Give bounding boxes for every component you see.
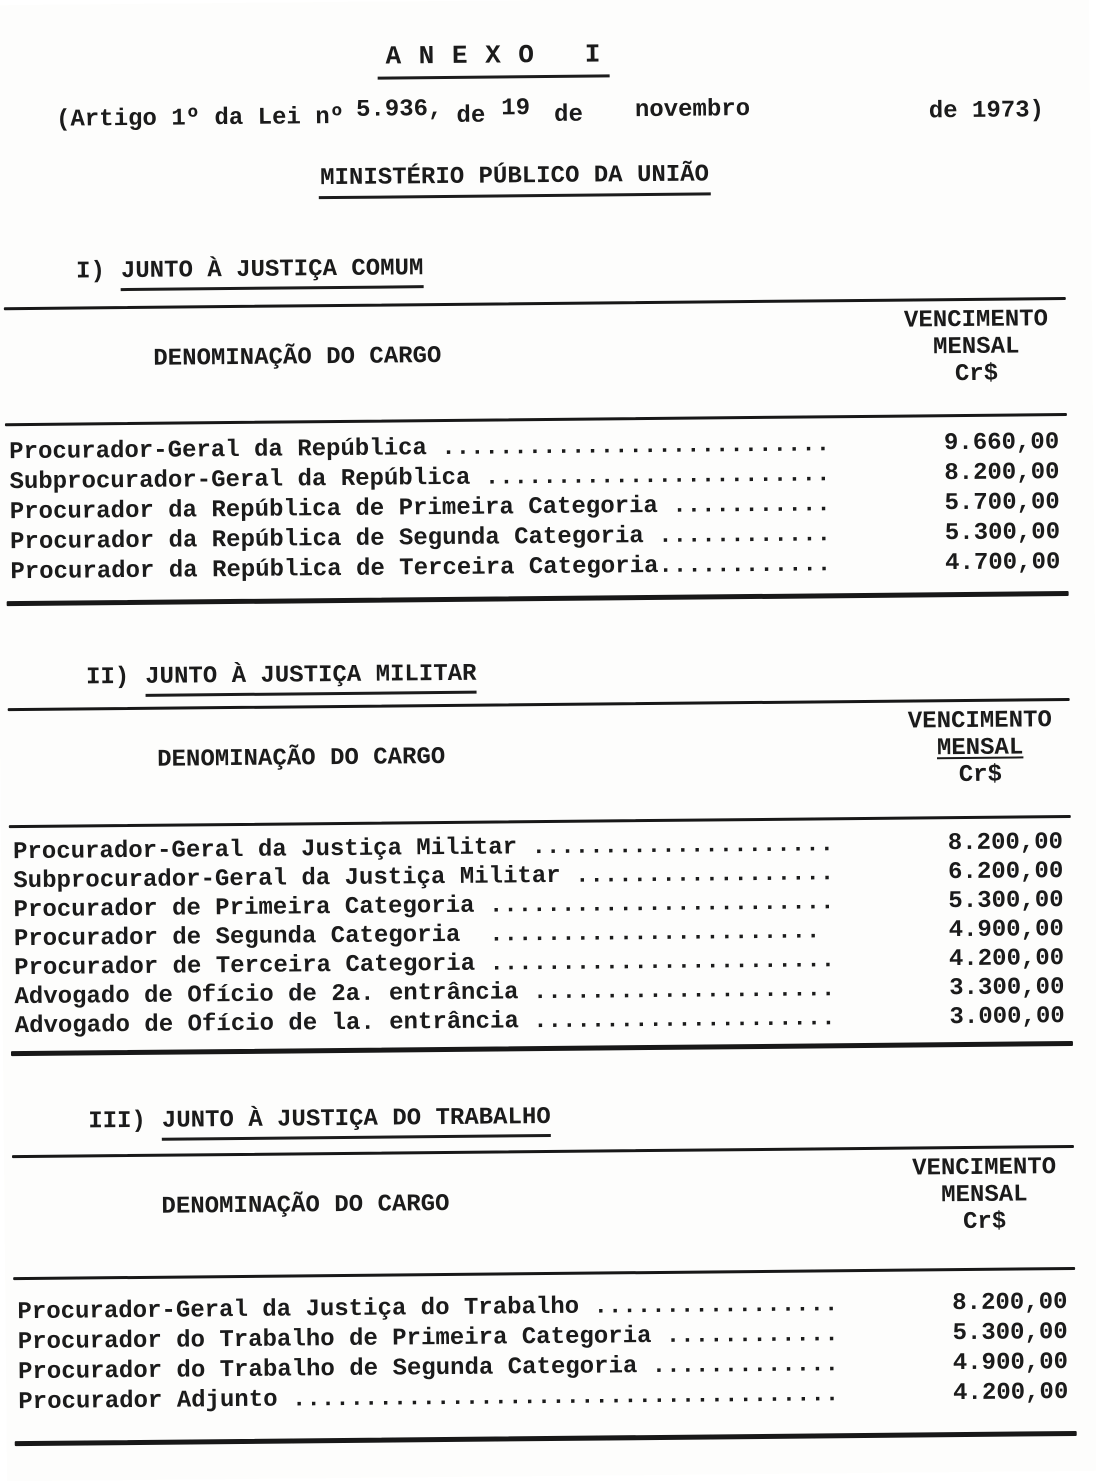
cargo-label: Subprocurador-Geral da República ........................ (9, 461, 831, 497)
section-heading-text: JUNTO À JUSTIÇA COMUM (121, 255, 424, 291)
cargo-label: Procurador da República de Terceira Categoria............ (10, 551, 832, 587)
table-body-2 (13, 829, 1065, 1042)
cargo-label: Procurador Adjunto ...................................... (18, 1381, 840, 1417)
column-header-vencimento (892, 1154, 1077, 1237)
cargo-label: Procurador de Primeira Categoria ........................ (13, 889, 835, 925)
vencimento-line: VENCIMENTO (912, 1154, 1057, 1183)
cargo-label: Procurador-Geral da Justiça do Trabalho ................. (17, 1291, 839, 1327)
table-rule (9, 815, 1071, 828)
ministry-title-text: MINISTÉRIO PÚBLICO DA UNIÃO (318, 161, 711, 199)
table-body-1 (9, 429, 1060, 589)
column-header-vencimento (884, 306, 1069, 389)
law-month: novembro (634, 96, 751, 125)
cargo-label: Procurador do Trabalho de Primeira Categoria ............ (17, 1321, 839, 1357)
law-reference (56, 97, 1048, 134)
vencimento-line: VENCIMENTO (907, 707, 1053, 736)
cargo-label: Subprocurador-Geral da Justiça Militar .................. (13, 860, 835, 896)
salary-value: 4.900,00 (948, 916, 1064, 945)
salary-value: 8.200,00 (944, 459, 1060, 488)
salary-value: 8.200,00 (952, 1289, 1068, 1318)
mensal-line: MENSAL (941, 1181, 1028, 1210)
section-numeral: III) (88, 1107, 147, 1136)
law-number: 5.936, (355, 95, 443, 124)
cargo-label: Procurador da República de Primeira Categoria ........... (9, 491, 831, 527)
law-reference-prefix: (Artigo 1º da Lei nº (55, 103, 345, 134)
law-day: 19 (501, 95, 531, 123)
table-rule (13, 1267, 1075, 1280)
salary-value: 4.200,00 (948, 945, 1065, 974)
salary-value: 8.200,00 (947, 829, 1064, 858)
salary-value: 5.300,00 (948, 887, 1064, 916)
cargo-label: Procurador de Segunda Categoria ....................... (13, 918, 821, 954)
salary-value: 5.300,00 (952, 1319, 1068, 1348)
law-year: de 1973) (928, 97, 1045, 126)
vencimento-line: VENCIMENTO (903, 306, 1049, 335)
cargo-label: Procurador do Trabalho de Segunda Categoria ............. (17, 1351, 840, 1387)
table-rule (11, 1041, 1073, 1056)
salary-value: 4.700,00 (944, 549, 1061, 578)
section-heading-text: JUNTO À JUSTIÇA MILITAR (145, 661, 477, 697)
table-rule (5, 413, 1067, 426)
section-numeral: I) (75, 258, 106, 286)
salary-value: 6.200,00 (947, 858, 1064, 887)
section-heading-text: JUNTO À JUSTIÇA DO TRABALHO (162, 1104, 551, 1141)
table-rule (15, 1431, 1077, 1446)
annex-title (0, 35, 1042, 84)
cargo-label: Advogado de Ofício de 2a. entrância ..................... (14, 976, 836, 1012)
column-header-cargo: DENOMINAÇÃO DO CARGO (153, 343, 442, 373)
law-reference-de-2: de (553, 101, 584, 129)
cargo-label: Procurador de Terceira Categoria ........................ (14, 947, 836, 983)
cargo-label: Procurador-Geral da República ........................... (9, 431, 831, 467)
currency-line: Cr$ (958, 761, 1003, 790)
salary-value: 9.660,00 (943, 429, 1060, 458)
section-heading-2 (28, 634, 477, 725)
salary-value: 4.200,00 (952, 1379, 1069, 1408)
salary-value: 4.900,00 (952, 1349, 1069, 1378)
currency-line: Cr$ (962, 1208, 1007, 1237)
cargo-label: Procurador-Geral da Justiça Militar ..................... (12, 831, 835, 867)
mensal-line: MENSAL (932, 333, 1020, 362)
section-numeral: II) (85, 664, 130, 692)
table-body-3 (17, 1289, 1068, 1419)
salary-value: 3.000,00 (949, 1003, 1065, 1032)
table-rule (7, 591, 1069, 606)
annex-title-text: A N E X O I (377, 39, 609, 79)
cargo-label: Procurador da República de Segunda Categoria ............ (9, 521, 832, 557)
column-header-cargo: DENOMINAÇÃO DO CARGO (157, 743, 446, 774)
cargo-label: Advogado de Ofício de la. entrância ..................... (14, 1005, 836, 1041)
currency-line: Cr$ (954, 360, 999, 389)
mensal-line: MENSAL (936, 734, 1024, 763)
salary-value: 5.300,00 (944, 519, 1061, 548)
column-header-vencimento (888, 707, 1073, 790)
ministry-title (0, 158, 1063, 203)
column-header-cargo: DENOMINAÇÃO DO CARGO (161, 1190, 450, 1221)
salary-value: 3.300,00 (949, 974, 1065, 1003)
law-reference-de-1: de (456, 102, 486, 130)
salary-value: 5.700,00 (944, 489, 1060, 518)
